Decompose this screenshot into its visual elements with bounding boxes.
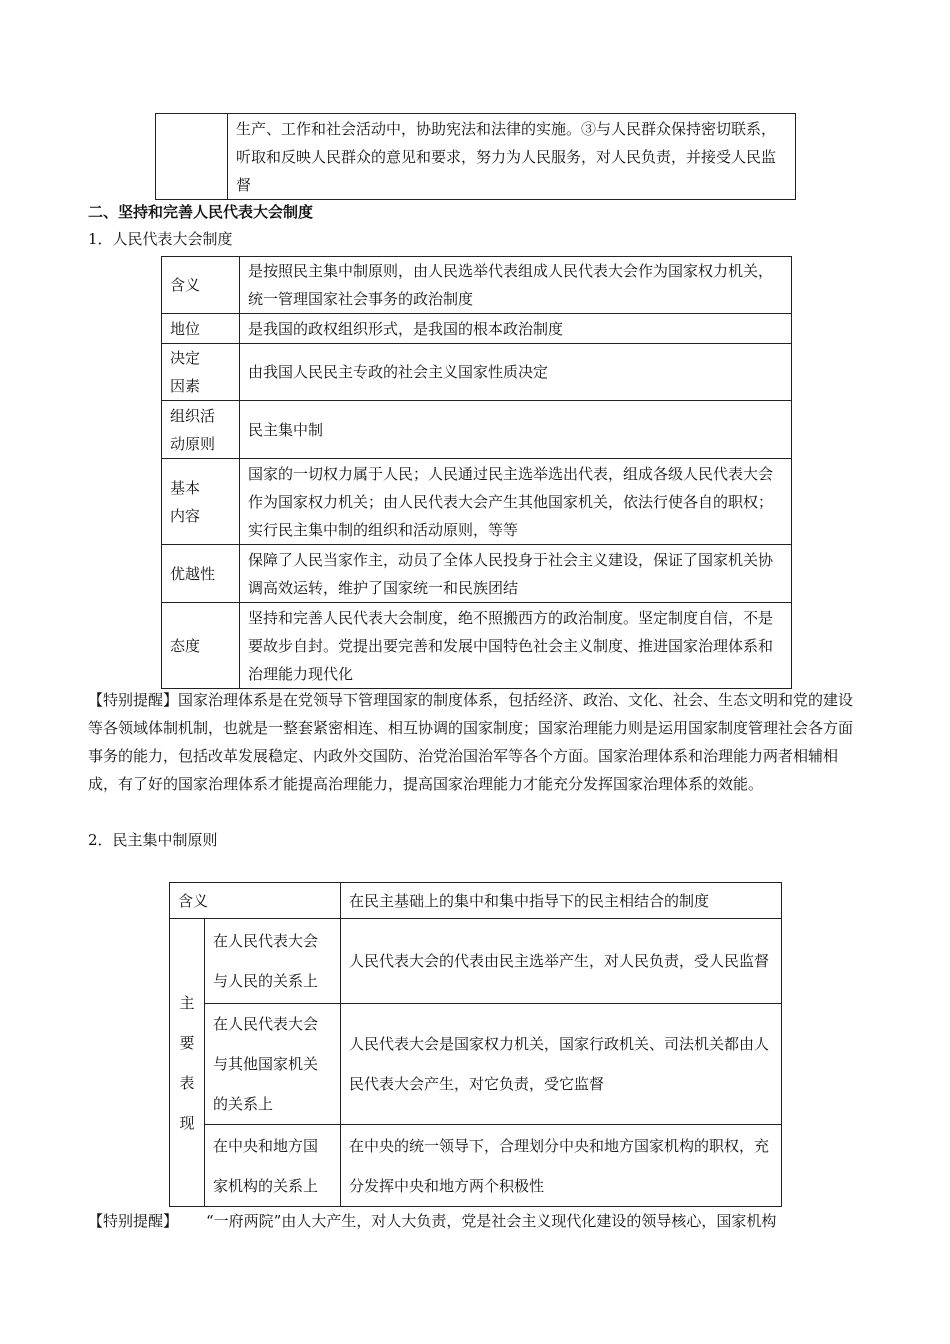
special-note-2	[88, 1207, 878, 1235]
note-2-text: “一府两院”由人大产生，对人大负责，党是社会主义现代化建设的领导核心，国家机构	[206, 1212, 777, 1230]
table-row	[162, 257, 792, 314]
row-content: 民主集中制	[240, 401, 792, 459]
table-row	[170, 1125, 782, 1207]
subheading-2: 2．民主集中制原则	[88, 831, 218, 849]
table-row	[162, 401, 792, 459]
table-row	[170, 883, 782, 919]
aspect-content: 人民代表大会是国家权力机关，国家行政机关、司法机关都由人民代表大会产生，对它负责，受它监督	[341, 1004, 782, 1125]
table-row	[162, 314, 792, 344]
aspect-content: 人民代表大会的代表由民主选举产生，对人民负责，受人民监督	[341, 919, 782, 1004]
special-note-1: 【特别提醒】国家治理体系是在党领导下管理国家的制度体系，包括经济、政治、文化、社会、生态文明和党的建设等各领域体制机制，也就是一整套紧密相连、相互协调的国家制度；国家治理能力则是运用国家制度管理社会各方面事务的能力，包括改革发展稳定、内政外交国防、治党治国治军等各个方面。国家治理体系和治理能力两者相辅相成，有了好的国家治理体系才能提高治理能力，提高国家治理能力才能充分发挥国家治理体系的效能。	[88, 691, 854, 793]
table-row	[162, 344, 792, 401]
main-manifestations-label: 主要表现	[170, 919, 205, 1207]
aspect-label: 在中央和地方国家机构的关系上	[205, 1125, 341, 1207]
row-label: 态度	[162, 603, 240, 689]
row-content: 国家的一切权力属于人民；人民通过民主选举选出代表，组成各级人民代表大会作为国家权力机关；由人民代表大会产生其他国家机关，依法行使各自的职权；实行民主集中制的组织和活动原则，等等	[240, 459, 792, 545]
meaning-content: 在民主基础上的集中和集中指导下的民主相结合的制度	[341, 883, 782, 919]
table-row	[170, 1004, 782, 1125]
democratic-centralism-table	[169, 882, 782, 1207]
row-content: 保障了人民当家作主，动员了全体人民投身于社会主义建设，保证了国家机关协调高效运转，维护了国家统一和民族团结	[240, 545, 792, 603]
section-heading: 二、坚持和完善人民代表大会制度	[88, 203, 314, 221]
row-content: 是按照民主集中制原则，由人民选举代表组成人民代表大会作为国家权力机关，统一管理国家社会事务的政治制度	[240, 257, 792, 314]
row-content: 由我国人民民主专政的社会主义国家性质决定	[240, 344, 792, 401]
row-content: 坚持和完善人民代表大会制度，绝不照搬西方的政治制度。坚定制度自信，不是要故步自封。党提出要完善和发展中国特色社会主义制度、推进国家治理体系和治理能力现代化	[240, 603, 792, 689]
meaning-label: 含义	[170, 883, 341, 919]
row-label: 含义	[162, 257, 240, 314]
row-label: 组织活动原则	[162, 401, 240, 459]
top-table-content: 生产、工作和社会活动中，协助宪法和法律的实施。③与人民群众保持密切联系，听取和反映人民群众的意见和要求，努力为人民服务，对人民负责，并接受人民监督	[228, 114, 796, 200]
row-label: 优越性	[162, 545, 240, 603]
row-label: 决定因素	[162, 344, 240, 401]
top-continuation-table	[155, 113, 796, 200]
npc-system-table	[161, 256, 792, 689]
table-row	[162, 459, 792, 545]
row-content: 是我国的政权组织形式，是我国的根本政治制度	[240, 314, 792, 344]
row-label: 地位	[162, 314, 240, 344]
subheading-1: 1．人民代表大会制度	[88, 230, 233, 248]
aspect-label: 在人民代表大会与人民的关系上	[205, 919, 341, 1004]
table-row	[170, 919, 782, 1004]
note-2-prefix: 【特别提醒】	[88, 1212, 179, 1230]
row-label: 基本内容	[162, 459, 240, 545]
top-table-empty-cell	[156, 114, 228, 200]
table-row	[162, 603, 792, 689]
aspect-label: 在人民代表大会与其他国家机关的关系上	[205, 1004, 341, 1125]
aspect-content: 在中央的统一领导下，合理划分中央和地方国家机构的职权，充分发挥中央和地方两个积极性	[341, 1125, 782, 1207]
table-row	[162, 545, 792, 603]
